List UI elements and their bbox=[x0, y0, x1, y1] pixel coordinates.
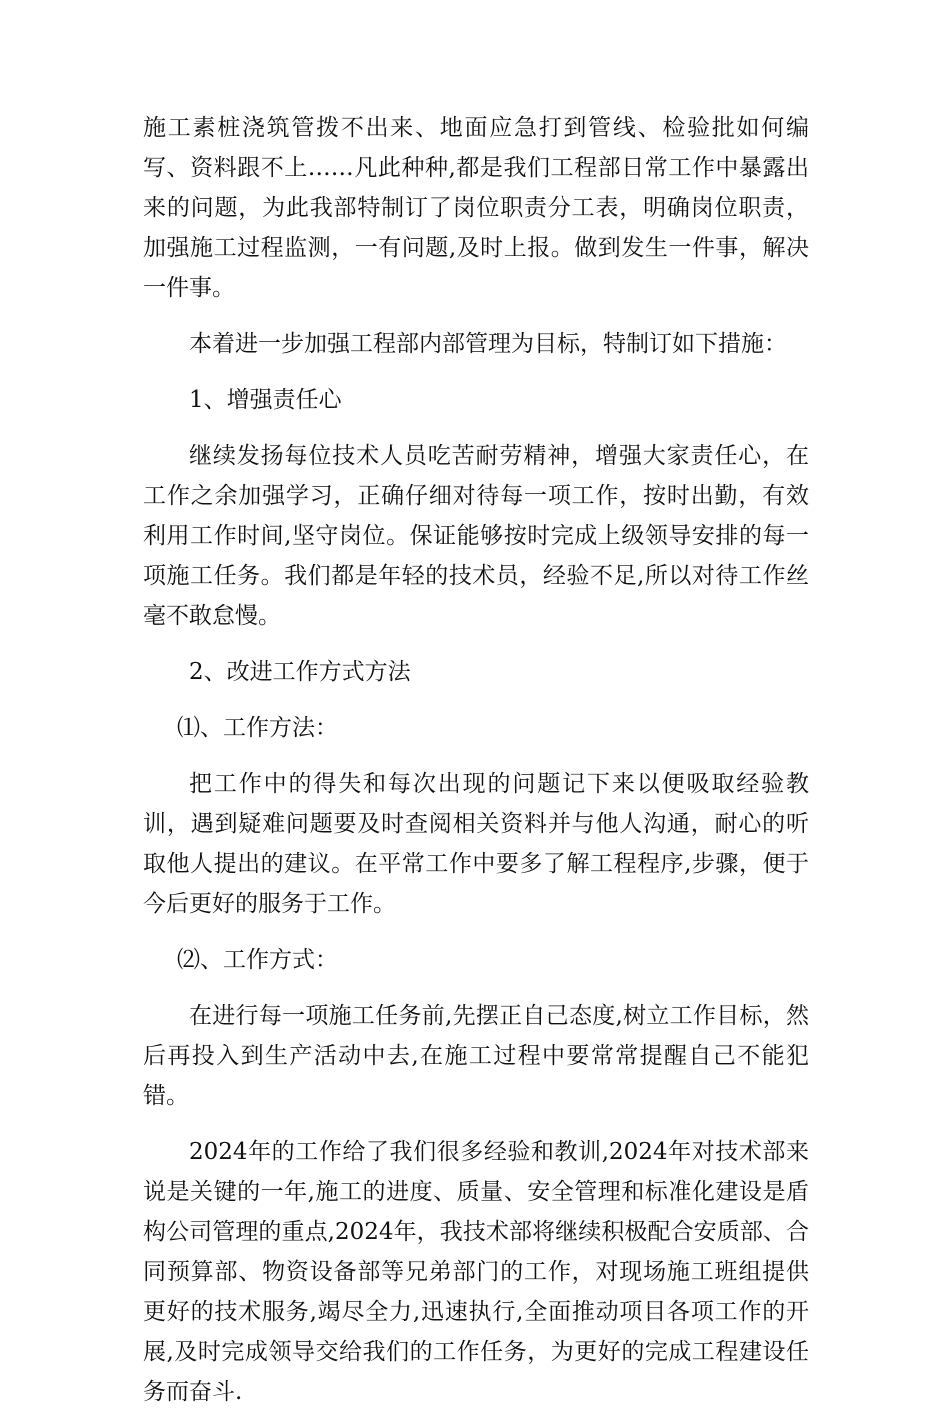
paragraph-2024-summary: 2024年的工作给了我们很多经验和教训,2024年对技术部来说是关键的一年,施工的进度、质量、安全管理和标准化建设是盾构公司管理的重点,2024年，我技术部将继续积极配合安质部、合同预算部、物资设备部等兄弟部门的工作，对现场施工班组提供更好的技术服务,竭尽全力,迅速执行,全面推动项目各项工作的开展,及时完成领导交给我们的工作任务，为更好的完成工程建设任务而奋斗. bbox=[143, 1139, 809, 1405]
document-body bbox=[143, 108, 809, 1428]
heading-improve-methods: 2、改进工作方式方法 bbox=[189, 659, 411, 685]
paragraph-intro-problems: 施工素桩浇筑管拨不出来、地面应急打到管线、检验批如何编写、资料跟不上……凡此种种,都是我们工程部日常工作中暴露出来的问题，为此我部特制订了岗位职责分工表，明确岗位职责，加强施工过程监测，一有问题,及时上报。做到发生一件事，解决一件事。 bbox=[143, 115, 809, 301]
paragraph-responsibility: 继续发扬每位技术人员吃苦耐劳精神，增强大家责任心，在工作之余加强学习，正确仔细对待每一项工作，按时出勤，有效利用工作时间,坚守岗位。保证能够按时完成上级领导安排的每一项施工任务。我们都是年轻的技术员，经验不足,所以对待工作丝毫不敢怠慢。 bbox=[143, 443, 809, 629]
subheading-work-method: ⑴、工作方法： bbox=[177, 715, 338, 741]
paragraph-measures-intro: 本着进一步加强工程部内部管理为目标，特制订如下措施： bbox=[189, 331, 787, 357]
paragraph-work-method: 把工作中的得失和每次出现的问题记下来以便吸取经验教训，遇到疑难问题要及时查阅相关资料并与他人沟通，耐心的听取他人提出的建议。在平常工作中要多了解工程程序,步骤，便于今后更好的服务于工作。 bbox=[143, 771, 809, 917]
subheading-work-approach: ⑵、工作方式： bbox=[177, 947, 338, 973]
paragraph-work-approach: 在进行每一项施工任务前,先摆正自己态度,树立工作目标，然后再投入到生产活动中去,在施工过程中要常常提醒自己不能犯错。 bbox=[143, 1003, 809, 1109]
heading-responsibility: 1、增强责任心 bbox=[189, 387, 342, 413]
